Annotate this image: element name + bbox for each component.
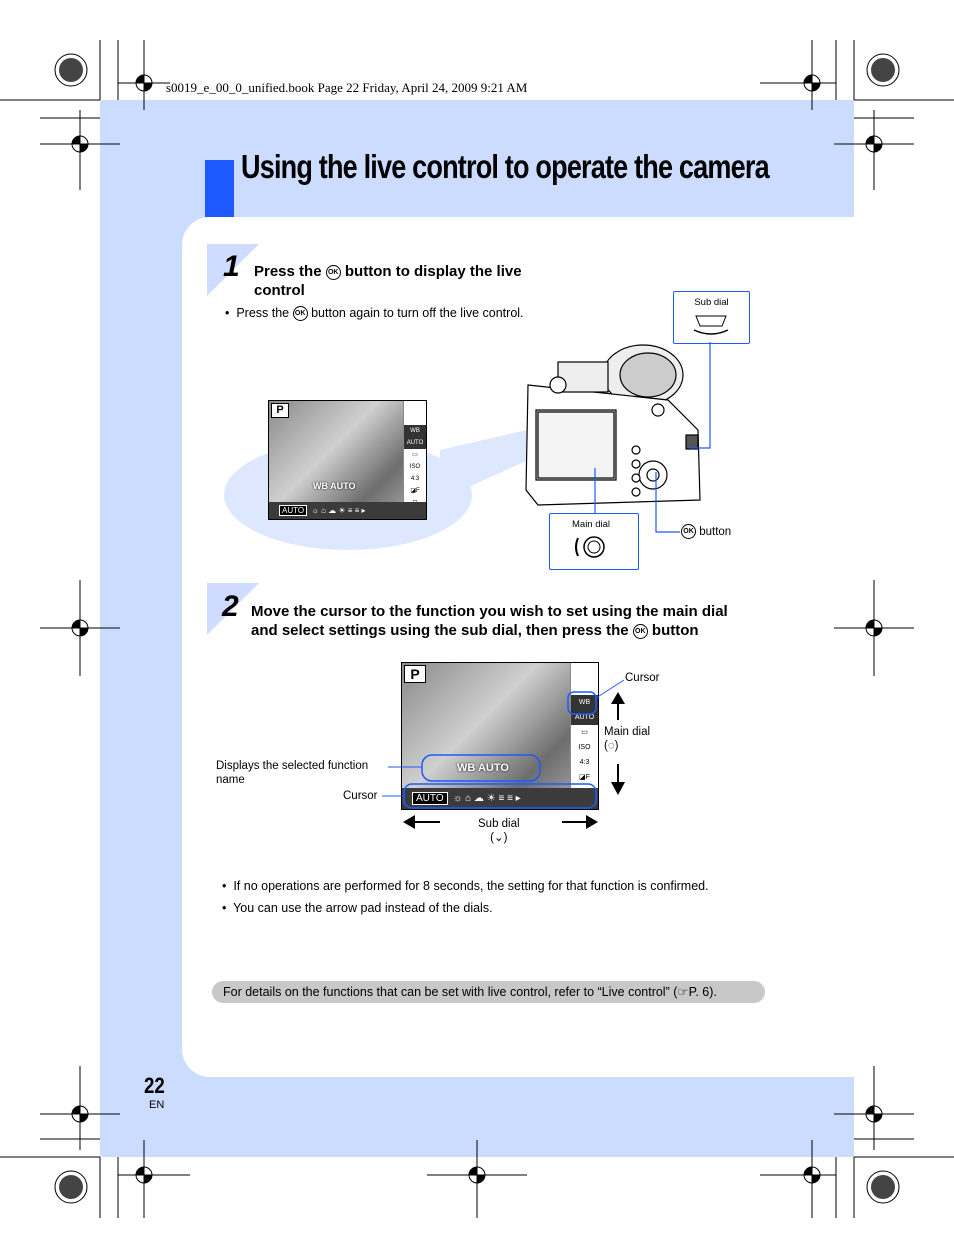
step-1-title xyxy=(254,262,574,300)
lcd-side-iso: ISO xyxy=(409,464,421,470)
lcd-bottom-auto: AUTO xyxy=(412,792,448,805)
step-2-title-a: Move the cursor to the function you wish to set using the main dial and select settings using the sub dial, then press the xyxy=(251,603,728,639)
title-accent-bar xyxy=(205,160,234,217)
lcd-side-iso: ISO xyxy=(578,744,591,751)
wb-preset-icons: ☼ ⌂ ☁ ☀ ≡ ≡ ▸ xyxy=(309,506,366,515)
ok-button-icon: OK xyxy=(326,265,341,280)
cursor-left-label: Cursor xyxy=(343,790,378,802)
lcd-bottom-bar xyxy=(269,502,426,519)
sub-dial-text: Sub dial xyxy=(478,818,520,830)
live-control-screen-small xyxy=(268,400,427,520)
step-1-bullet-a: Press the xyxy=(236,306,290,320)
lcd-wb-label: WB AUTO xyxy=(457,762,509,774)
ok-button-icon: OK xyxy=(681,524,696,539)
print-header: s0019_e_00_0_unified.book Page 22 Friday, April 24, 2009 9:21 AM xyxy=(166,80,528,95)
step-2-title xyxy=(251,602,751,640)
sub-dial-callout xyxy=(673,291,750,344)
wb-preset-icons: ☼ ⌂ ☁ ☀ ≡ ≡ ▸ xyxy=(450,793,521,804)
bullet-item: • If no operations are performed for 8 seconds, the setting for that function is confirmed. xyxy=(222,879,709,893)
ok-button-icon: OK xyxy=(293,306,308,321)
lcd-side-quality: ◪F xyxy=(410,488,420,494)
lcd-side-menu xyxy=(403,401,426,502)
lcd-side-ratio: 4:3 xyxy=(410,476,420,482)
ok-button-label: button xyxy=(699,526,732,538)
sub-dial-label: Sub dial xyxy=(694,297,729,308)
ok-button-callout xyxy=(681,524,731,540)
ok-button-icon: OK xyxy=(633,624,648,639)
lcd-side-wb: WB AUTO xyxy=(404,425,426,449)
main-dial-label: Main dial xyxy=(572,519,611,530)
cursor-top-label: Cursor xyxy=(625,672,660,684)
lcd-side-ratio: 4:3 xyxy=(579,759,590,766)
main-dial-icon xyxy=(550,530,638,566)
mode-badge: P xyxy=(271,403,289,418)
language-code: EN xyxy=(149,1099,165,1111)
step-1-title-a: Press the xyxy=(254,263,322,280)
bullet-list xyxy=(222,878,782,916)
lcd-wb-label: WB AUTO xyxy=(313,481,356,491)
bullet-text: If no operations are performed for 8 seconds, the setting for that function is confirmed. xyxy=(233,879,709,893)
mode-badge: P xyxy=(404,665,426,683)
lcd-side-quality: ◪F xyxy=(579,774,590,781)
step-1-bullet: • Press the OK button again to turn off the live control. xyxy=(225,306,524,320)
main-dial-text: Main dial xyxy=(604,726,651,738)
step-1-number: 1 xyxy=(223,250,240,283)
sub-dial-icon xyxy=(674,308,749,338)
main-dial-icon-text: (◌) xyxy=(604,740,619,752)
lcd-side-aspect-icon: ▭ xyxy=(581,729,588,736)
bullet-text: You can use the arrow pad instead of the dials. xyxy=(233,901,493,915)
main-dial-leader xyxy=(590,466,610,516)
sub-dial-icon-text: (⌄) xyxy=(490,832,508,844)
bullet-item: • You can use the arrow pad instead of the dials. xyxy=(222,901,493,915)
step-2-number: 2 xyxy=(222,590,239,623)
step-2-title-b: button xyxy=(651,622,699,639)
lcd-side-wb: WB AUTO xyxy=(571,695,598,725)
page-number: 22 xyxy=(144,1073,165,1098)
sub-dial-label-2 xyxy=(478,817,520,845)
lcd-bottom-auto: AUTO xyxy=(279,505,307,516)
step-1-bullet-b: button again to turn off the live control. xyxy=(311,306,524,320)
lcd-side-aspect-icon: ▭ xyxy=(412,452,418,458)
function-name-label: Displays the selected function name xyxy=(216,760,369,786)
page-title: Using the live control to operate the camera xyxy=(241,148,769,185)
main-dial-callout xyxy=(549,513,639,570)
sub-dial-leader xyxy=(680,340,720,455)
main-dial-label-2 xyxy=(604,725,650,753)
reference-note: For details on the functions that can be set with live control, refer to “Live control” (☞P. 6). xyxy=(223,985,717,999)
reference-note-bar xyxy=(212,981,765,1003)
step-1-title-b: button to display the live control xyxy=(254,263,522,299)
